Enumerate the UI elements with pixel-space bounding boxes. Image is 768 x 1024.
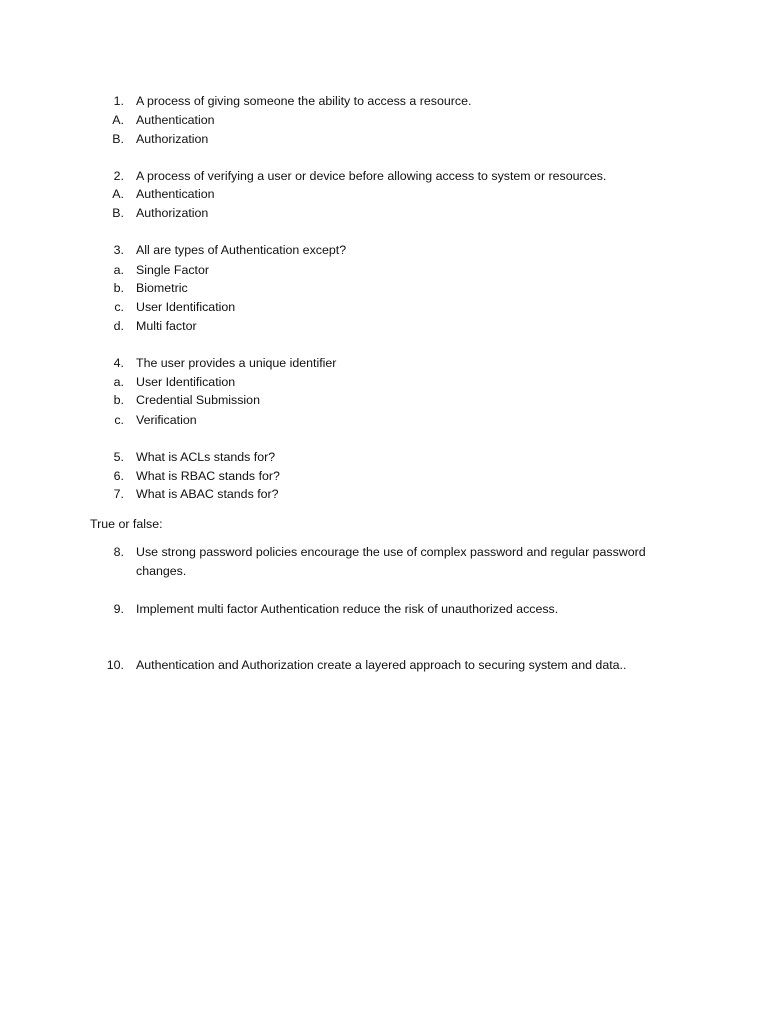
question-text: Use strong password policies encourage the use of complex password and regular password xyxy=(136,545,646,559)
question-text: Implement multi factor Authentication reduce the risk of unauthorized access. xyxy=(136,602,559,616)
question-number: 1. xyxy=(113,94,124,108)
question-text: A process of verifying a user or device before allowing access to system or resources. xyxy=(136,169,607,183)
option-label: a. xyxy=(113,263,124,277)
option-text: Authorization xyxy=(136,206,209,220)
question-number: 10. xyxy=(106,658,124,672)
question-text: All are types of Authentication except? xyxy=(136,243,347,257)
option-text: User Identification xyxy=(136,375,236,389)
option-label: A. xyxy=(112,187,124,201)
question-number: 6. xyxy=(113,469,124,483)
question-number: 5. xyxy=(113,450,124,464)
option-text: User Identification xyxy=(136,300,236,314)
option-text: Biometric xyxy=(136,281,188,295)
question-text: What is RBAC stands for? xyxy=(136,469,280,483)
option-label: a. xyxy=(113,375,124,389)
option-label: A. xyxy=(112,113,124,127)
question-number: 7. xyxy=(113,487,124,501)
option-text: Authorization xyxy=(136,132,209,146)
question-number: 2. xyxy=(113,169,124,183)
option-text: Credential Submission xyxy=(136,393,260,407)
option-label: b. xyxy=(113,281,124,295)
question-text: What is ACLs stands for? xyxy=(136,450,276,464)
question-text: What is ABAC stands for? xyxy=(136,487,279,501)
option-text: Single Factor xyxy=(136,263,210,277)
question-text: Authentication and Authorization create a layered approach to securing system and data.. xyxy=(136,658,627,672)
question-text: changes. xyxy=(136,564,187,578)
option-text: Multi factor xyxy=(136,319,197,333)
question-number: 3. xyxy=(113,243,124,257)
option-label: B. xyxy=(112,206,124,220)
question-text: The user provides a unique identifier xyxy=(136,356,337,370)
option-label: c. xyxy=(114,413,124,427)
question-text: A process of giving someone the ability to access a resource. xyxy=(136,94,472,108)
option-label: b. xyxy=(113,393,124,407)
question-number: 8. xyxy=(113,545,124,559)
option-text: Authentication xyxy=(136,187,215,201)
option-label: c. xyxy=(114,300,124,314)
question-number: 9. xyxy=(113,602,124,616)
question-number: 4. xyxy=(113,356,124,370)
section-heading-text: True or false: xyxy=(90,517,163,531)
option-text: Authentication xyxy=(136,113,215,127)
option-label: d. xyxy=(113,319,124,333)
option-label: B. xyxy=(112,132,124,146)
option-text: Verification xyxy=(136,413,197,427)
